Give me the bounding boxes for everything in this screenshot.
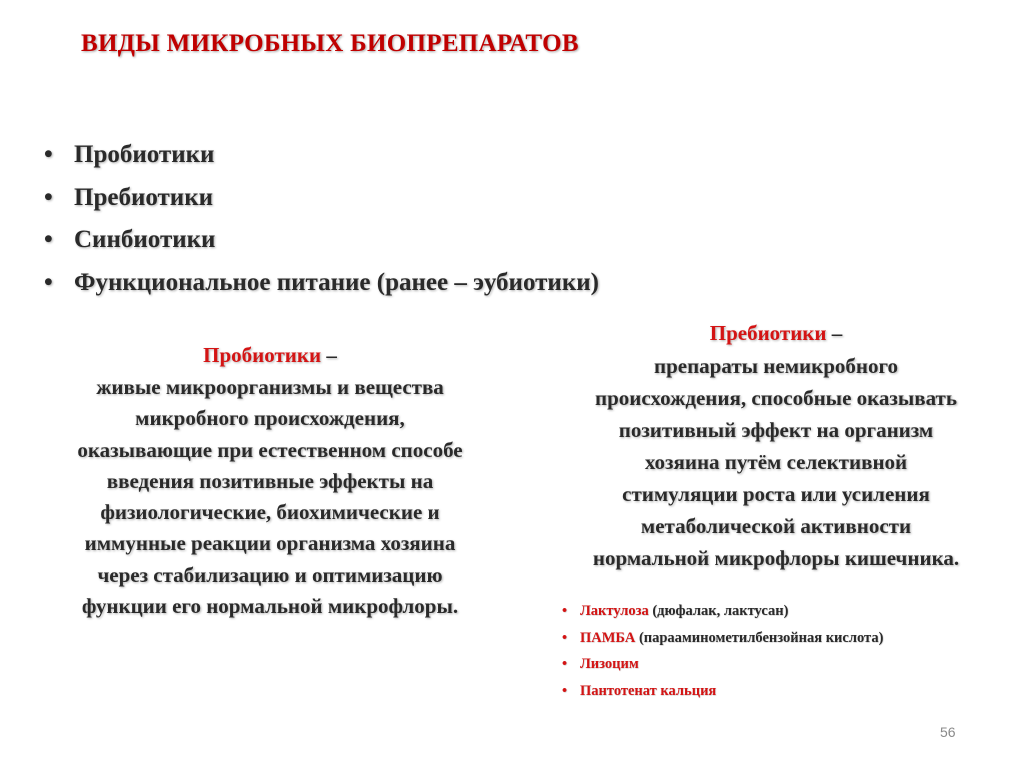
definition-line: метаболической активности [640,514,912,538]
example-item [562,625,883,652]
definition-line: препараты немикробного [653,354,898,378]
bullet-text: Функциональное питание (ранее – эубиотики) [74,268,599,296]
definition-line: введения позитивные эффекты на [106,468,434,493]
example-name: ПАМБА [580,629,636,646]
prebiotics-term: Пребиотики [709,321,827,345]
definition-line: функции его нормальной микрофлоры. [81,594,459,619]
definition-line: иммунные реакции организма хозяина [84,531,456,556]
bullet-text: Пробиотики [74,141,215,168]
definition-line: позитивный эффект на организм [618,418,934,442]
bullet-dot: • [44,141,53,168]
example-name: Лизоцим [580,656,639,672]
probiotics-term: Пробиотики [203,343,322,367]
bullet-dot: • [44,183,53,211]
probiotics-block [20,338,520,622]
definition-line: хозяина путём селективной [644,450,908,474]
definition-line: через стабилизацию и оптимизацию [97,562,443,587]
bullet-item [44,177,599,220]
probiotics-heading [20,338,520,372]
definition-line: происхождения, способные оказывать [595,386,957,410]
bullet-dot: • [44,226,53,253]
prebiotics-block [530,316,1022,574]
example-item [562,678,883,705]
page-number: 56 [940,724,956,740]
slide-title: ВИДЫ МИКРОБНЫХ БИОПРЕПАРАТОВ [81,30,579,57]
prebiotics-dash: – [826,321,843,345]
prebiotics-definition [530,350,1022,574]
definition-line: стимуляции роста или усиления [622,482,930,506]
example-name: Лактулоза [580,603,649,619]
definition-line: нормальной микрофлоры кишечника. [592,546,960,570]
probiotics-definition [20,372,520,622]
prebiotics-heading [530,316,1022,350]
example-bullet: • [562,682,568,699]
bullet-item [44,262,599,305]
bullet-text: Синбиотики [74,226,216,253]
example-item [562,651,883,678]
definition-line: живые микроорганизмы и вещества [96,375,444,399]
example-note: (дюфалак, лактусан) [648,603,789,619]
definition-line: оказывающие при естественном способе [77,437,463,462]
bullet-text: Пребиотики [74,183,214,211]
bullet-list [44,134,599,304]
bullet-item [44,219,599,262]
example-item [562,598,883,625]
prebiotics-examples-list [562,598,883,704]
example-note: (парааминометилбензойная кислота) [635,629,884,646]
bullet-dot: • [44,268,53,296]
example-bullet: • [562,629,568,646]
probiotics-dash: – [321,343,337,367]
definition-line: физиологические, биохимические и [100,500,440,525]
example-bullet: • [562,656,568,672]
definition-line: микробного происхождения, [135,406,405,431]
bullet-item [44,134,599,177]
example-bullet: • [562,603,568,619]
example-name: Пантотенат кальция [580,682,717,699]
